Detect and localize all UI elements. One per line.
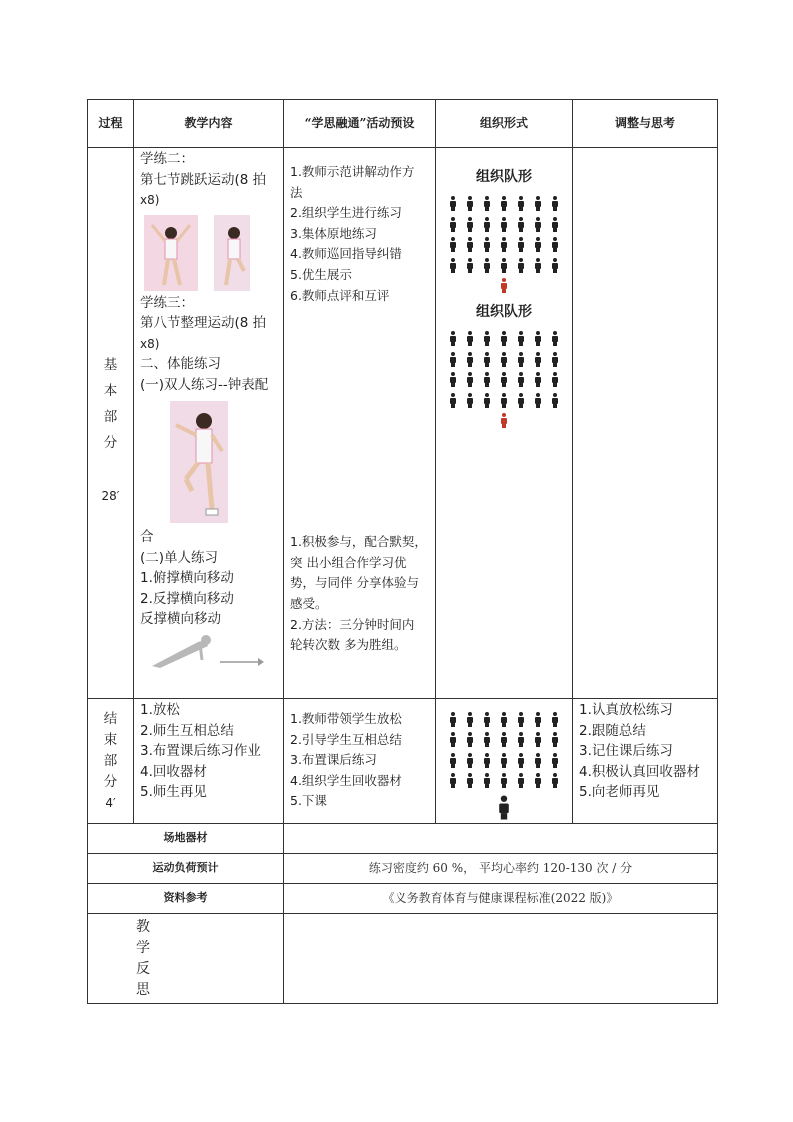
basic-label-char: 部 xyxy=(103,408,118,425)
basic-reflection-cell xyxy=(573,148,718,699)
ending-organization-cell xyxy=(436,699,573,824)
student-icon xyxy=(517,352,525,367)
formation-row xyxy=(436,194,572,215)
student-icon xyxy=(449,753,457,768)
student-icon xyxy=(483,196,491,211)
activity-line: 轮转次数 多为胜组。 xyxy=(290,637,407,653)
pair-exercise-photo xyxy=(140,399,280,527)
header-reflection: 调整与思考 xyxy=(573,100,718,148)
content-line: 2.反撑横向移动 xyxy=(140,590,234,607)
content-line: 学练二： xyxy=(140,151,194,167)
student-icon xyxy=(483,258,491,273)
basic-label-char: 分 xyxy=(103,434,118,451)
ending-label-char: 结 xyxy=(103,710,118,727)
student-icon xyxy=(483,372,491,387)
ending-label-char: 部 xyxy=(103,752,118,769)
content-line: 5.师生再见 xyxy=(140,784,207,800)
student-icon xyxy=(466,352,474,367)
reflection-line: 3.记住课后练习 xyxy=(579,743,673,759)
formation-row xyxy=(436,214,572,235)
activity-line: 2.引导学生互相总结 xyxy=(290,731,402,747)
formation-grid xyxy=(436,194,572,276)
ending-section-label xyxy=(88,699,134,824)
student-icon xyxy=(466,372,474,387)
reflection-line: 4.积极认真回收器材 xyxy=(579,763,700,780)
student-icon xyxy=(534,753,542,768)
student-icon xyxy=(500,217,508,232)
student-icon xyxy=(517,712,525,727)
student-icon xyxy=(449,352,457,367)
student-icon xyxy=(483,237,491,252)
basic-time: 28′ xyxy=(101,488,120,503)
content-line: 4.回收器材 xyxy=(140,763,207,780)
student-icon xyxy=(483,732,491,747)
student-icon xyxy=(466,712,474,727)
formation-row xyxy=(436,750,572,771)
student-icon xyxy=(500,732,508,747)
content-line: (二)单人练习 xyxy=(140,549,219,566)
student-icon xyxy=(517,773,525,788)
student-icon xyxy=(551,237,559,252)
student-icon xyxy=(500,352,508,367)
student-icon xyxy=(483,393,491,408)
formation-row xyxy=(436,730,572,751)
student-icon xyxy=(534,393,542,408)
student-icon xyxy=(534,732,542,747)
ending-label-char: 分 xyxy=(103,773,118,790)
teaching-reflection-label xyxy=(88,914,284,1004)
student-icon xyxy=(466,258,474,273)
formation-row xyxy=(436,329,572,350)
reflect-char: 反 xyxy=(136,960,150,977)
student-icon xyxy=(483,712,491,727)
student-icon xyxy=(551,331,559,346)
ending-content-cell xyxy=(134,699,284,824)
activity-line: 2.组织学生进行练习 xyxy=(290,205,402,221)
student-icon xyxy=(551,712,559,727)
formation-title: 组织队形 xyxy=(476,304,532,320)
student-icon xyxy=(500,393,508,408)
student-icon xyxy=(500,773,508,788)
basic-activity-cell xyxy=(284,148,436,699)
student-icon xyxy=(466,773,474,788)
venue-row xyxy=(88,824,718,854)
student-icon xyxy=(449,196,457,211)
content-line: 学练三： xyxy=(140,294,194,311)
student-icon xyxy=(551,258,559,273)
activity-line: 突 出小组合作学习优 xyxy=(290,554,407,570)
activity-line: 4.组织学生回收器材 xyxy=(290,772,402,788)
jumping-exercise-photo xyxy=(140,211,250,293)
lesson-plan-table xyxy=(87,99,718,1004)
activity-line: 感受。 xyxy=(290,595,328,611)
student-icon xyxy=(534,237,542,252)
student-icon xyxy=(500,258,508,273)
content-line: 第七节跳跃运动(8 拍 xyxy=(140,171,267,188)
student-icon xyxy=(534,372,542,387)
plank-exercise-image xyxy=(140,630,270,670)
student-icon xyxy=(466,217,474,232)
content-line: 二、体能练习 xyxy=(140,356,221,372)
student-icon xyxy=(517,217,525,232)
formation-row xyxy=(436,349,572,370)
student-icon xyxy=(483,773,491,788)
student-icon xyxy=(500,331,508,346)
student-icon xyxy=(449,393,457,408)
activity-line: 1.教师带领学生放松 xyxy=(290,711,402,726)
activity-line: 2.方法：三分钟时间内 xyxy=(290,616,415,632)
student-icon xyxy=(534,331,542,346)
content-line: 1.放松 xyxy=(140,702,180,718)
activity-line: 1.积极参与，配合默契， xyxy=(290,534,427,550)
venue-value xyxy=(284,824,718,854)
student-icon xyxy=(551,773,559,788)
reflection-line: 5.向老师再见 xyxy=(579,784,660,800)
ending-time: 4′ xyxy=(105,795,116,810)
student-icon xyxy=(551,372,559,387)
ending-label-char: 束 xyxy=(103,731,118,748)
basic-section-label xyxy=(88,148,134,699)
content-line: x8) xyxy=(140,193,160,207)
student-icon xyxy=(466,196,474,211)
activity-line: 3.集体原地练习 xyxy=(290,225,377,241)
student-icon xyxy=(483,352,491,367)
content-line: 反撑横向移动 xyxy=(140,611,221,627)
student-icon xyxy=(551,352,559,367)
student-icon xyxy=(517,331,525,346)
reflection-line: 1.认真放松练习 xyxy=(579,702,673,718)
student-icon xyxy=(517,393,525,408)
venue-label: 场地器材 xyxy=(88,824,284,854)
student-icon xyxy=(449,331,457,346)
content-line: x8) xyxy=(140,336,160,351)
content-line: (一)双人练习--钟表配 xyxy=(140,376,269,393)
formation-row xyxy=(436,390,572,411)
student-icon xyxy=(483,753,491,768)
student-icon xyxy=(534,196,542,211)
content-line: 3.布置课后练习作业 xyxy=(140,743,261,759)
student-icon xyxy=(449,372,457,387)
student-icon xyxy=(466,393,474,408)
student-icon xyxy=(534,258,542,273)
student-icon xyxy=(517,732,525,747)
load-label: 运动负荷预计 xyxy=(88,854,284,884)
activity-line: 1.教师示范讲解动作方 xyxy=(290,164,415,179)
teaching-reflection-value xyxy=(284,914,718,1004)
student-icon xyxy=(449,773,457,788)
content-line: 2.师生互相总结 xyxy=(140,722,234,739)
content-line: 第八节整理运动(8 拍 xyxy=(140,315,267,331)
student-icon xyxy=(500,237,508,252)
activity-line: 5.下课 xyxy=(290,793,327,809)
reflect-char: 教 xyxy=(136,918,150,935)
activity-line: 5.优生展示 xyxy=(290,266,352,282)
formation-title: 组织队形 xyxy=(476,169,532,185)
student-icon xyxy=(449,712,457,727)
student-icon xyxy=(466,237,474,252)
basic-organization-cell xyxy=(436,148,573,699)
student-icon xyxy=(517,237,525,252)
basic-section-row xyxy=(88,148,718,699)
reflection-row xyxy=(88,914,718,1004)
student-icon xyxy=(551,217,559,232)
content-line: 1.俯撑横向移动 xyxy=(140,570,234,586)
student-icon xyxy=(449,732,457,747)
formation-row xyxy=(436,255,572,276)
header-activity: “学思融通”活动预设 xyxy=(284,100,436,148)
formation-row xyxy=(436,370,572,391)
basic-label-char: 基 xyxy=(103,356,118,373)
activity-line: 3.布置课后练习 xyxy=(290,752,377,768)
student-icon xyxy=(517,258,525,273)
teacher-icon xyxy=(498,795,511,819)
ending-activity-cell xyxy=(284,699,436,824)
header-process: 过程 xyxy=(88,100,134,148)
student-icon xyxy=(534,352,542,367)
activity-line: 势，与同伴 分享体验与 xyxy=(290,575,419,591)
header-content: 教学内容 xyxy=(134,100,284,148)
reflect-char: 思 xyxy=(136,981,150,998)
basic-label-char: 本 xyxy=(103,382,118,399)
student-icon xyxy=(500,196,508,211)
student-icon xyxy=(449,237,457,252)
activity-line: 法 xyxy=(290,184,303,200)
formation-row xyxy=(436,771,572,792)
reference-row xyxy=(88,884,718,914)
ending-reflection-cell xyxy=(573,699,718,824)
formation-row xyxy=(436,709,572,730)
student-icon xyxy=(534,712,542,727)
load-row xyxy=(88,854,718,884)
ending-section-row xyxy=(88,699,718,824)
student-icon xyxy=(449,258,457,273)
header-row xyxy=(88,100,718,148)
student-icon xyxy=(551,753,559,768)
student-icon xyxy=(500,712,508,727)
load-value: 练习密度约 60 %， 平均心率约 120-130 次 / 分 xyxy=(284,854,718,884)
formation-row xyxy=(436,235,572,256)
student-icon xyxy=(449,217,457,232)
student-icon xyxy=(517,753,525,768)
student-icon xyxy=(466,331,474,346)
formation-grid xyxy=(436,709,572,791)
student-icon xyxy=(534,773,542,788)
student-icon xyxy=(466,753,474,768)
teacher-icon xyxy=(500,278,508,293)
reflection-line: 2.跟随总结 xyxy=(579,722,646,739)
student-icon xyxy=(534,217,542,232)
student-icon xyxy=(466,732,474,747)
student-icon xyxy=(517,372,525,387)
student-icon xyxy=(500,372,508,387)
header-organization: 组织形式 xyxy=(436,100,573,148)
student-icon xyxy=(500,753,508,768)
reflect-char: 学 xyxy=(136,939,150,956)
content-line: 合 xyxy=(140,529,154,545)
student-icon xyxy=(551,196,559,211)
activity-line: 6.教师点评和互评 xyxy=(290,287,390,303)
student-icon xyxy=(483,331,491,346)
student-icon xyxy=(551,393,559,408)
student-icon xyxy=(483,217,491,232)
student-icon xyxy=(517,196,525,211)
reference-label: 资料参考 xyxy=(88,884,284,914)
student-icon xyxy=(551,732,559,747)
formation-grid xyxy=(436,329,572,411)
reference-value: 《义务教育体育与健康课程标准(2022 版)》 xyxy=(284,884,718,914)
teacher-icon xyxy=(500,413,508,428)
activity-line: 4.教师巡回指导纠错 xyxy=(290,246,402,262)
basic-content-cell xyxy=(134,148,284,699)
